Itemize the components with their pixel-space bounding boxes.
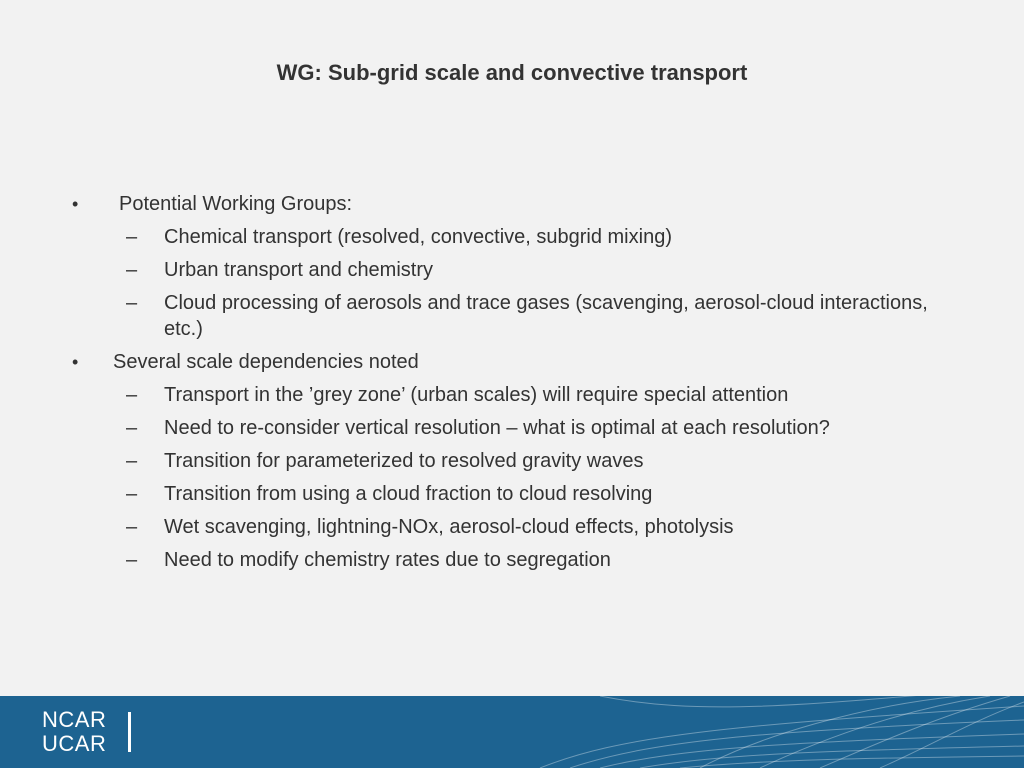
sub-list-item: [0, 221, 1024, 254]
sub-list-item-text: Need to modify chemistry rates due to segregation: [164, 549, 611, 571]
sub-list-item: [0, 544, 1024, 577]
sub-list-item-text: Chemical transport (resolved, convective, subgrid mixing): [164, 226, 672, 248]
list-item-text: Several scale dependencies noted: [113, 351, 419, 373]
sub-list-item: [0, 412, 1024, 445]
dash-marker: –: [126, 516, 138, 538]
sub-list-item: [0, 478, 1024, 511]
footer-banner: [0, 696, 1024, 768]
sub-list-item-text: Cloud processing of aerosols and trace gases (scavenging, aerosol-cloud interactions, etc.): [164, 292, 928, 340]
dash-marker: –: [126, 549, 138, 571]
bullet-list: [0, 188, 1024, 577]
dash-marker: –: [126, 417, 138, 439]
logo-line-ncar: NCAR: [42, 707, 107, 732]
list-item: [0, 188, 1024, 221]
bullet-marker: •: [72, 194, 79, 214]
dash-marker: –: [126, 259, 138, 281]
logo-line-ucar: UCAR: [42, 731, 107, 756]
sub-list-item-text: Wet scavenging, lightning-NOx, aerosol-cloud effects, photolysis: [164, 516, 734, 538]
list-item-text: Potential Working Groups:: [119, 193, 353, 215]
sub-list-item-text: Need to re-consider vertical resolution – what is optimal at each resolution?: [164, 417, 830, 439]
list-item: [0, 346, 1024, 379]
sub-list-item: [0, 445, 1024, 478]
sub-list-item-text: Urban transport and chemistry: [164, 259, 434, 281]
dash-marker: –: [126, 384, 138, 406]
sub-list-item-text: Transport in the ’grey zone’ (urban scales) will require special attention: [164, 384, 789, 406]
sub-list-item: [0, 254, 1024, 287]
slide-title: WG: Sub-grid scale and convective transport: [276, 60, 748, 85]
dash-marker: –: [126, 292, 138, 314]
dash-marker: –: [126, 483, 138, 505]
dash-marker: –: [126, 450, 138, 472]
dash-marker: –: [126, 226, 138, 248]
bullet-marker: •: [72, 352, 79, 372]
sub-list-item: [0, 511, 1024, 544]
sub-list-item-text: Transition for parameterized to resolved gravity waves: [164, 450, 644, 472]
ncar-ucar-logo: [42, 708, 106, 756]
decorative-flow-lines: [0, 696, 1024, 768]
sub-list-item: [0, 379, 1024, 412]
sub-list-item-text: Transition from using a cloud fraction to cloud resolving: [164, 483, 653, 505]
logo-divider: [128, 712, 131, 752]
sub-list-item: [0, 287, 1024, 346]
